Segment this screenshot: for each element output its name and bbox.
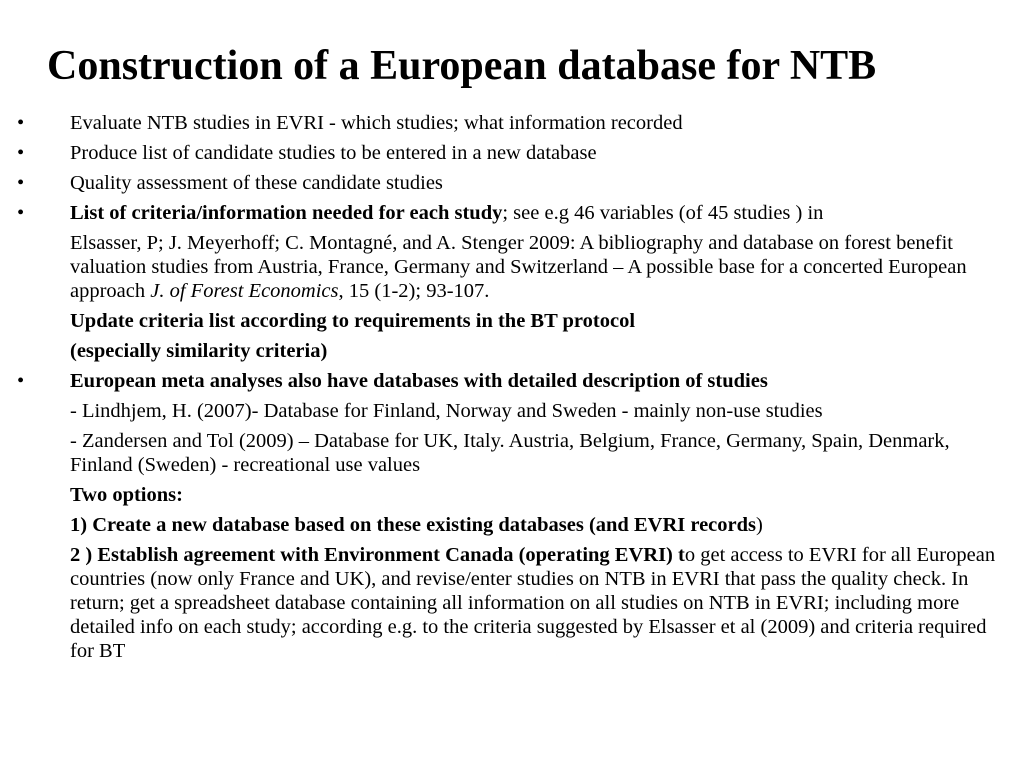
line-bold-text: List of criteria/information needed for each study	[70, 202, 503, 224]
indented-line	[0, 339, 1014, 363]
bullet-line	[0, 171, 1014, 195]
line-text: o get access to EVRI for all European countries (now only France and UK), and revise/enter studies on NTB in EVRI that pass the quality check. In return; get a spreadsheet database containing all information on all studies on NTB in EVRI; including more detailed info on each study; according e.g. to the criteria suggested by Elsasser et al (2009) and criteria required for BT	[70, 544, 996, 662]
reference-text: Elsasser, P; J. Meyerhoff; C. Montagné, and A. Stenger 2009: A bibliography and database on forest benefit valuation studies from Austria, France, Germany and Switzerland – A possible base for a concerted European approach	[70, 232, 967, 302]
indented-line	[0, 309, 1014, 333]
line-text: ; see e.g 46 variables (of 45 studies ) in	[502, 202, 824, 224]
bullet-line	[0, 141, 1014, 165]
bullet-marker: •	[17, 370, 25, 392]
bullet-marker: •	[17, 112, 25, 134]
bullet-marker: •	[17, 202, 25, 224]
bullet-marker: •	[17, 172, 25, 194]
indented-line	[0, 483, 1014, 507]
line-bold-text: (especially similarity criteria)	[70, 340, 328, 362]
line-text: Produce list of candidate studies to be entered in a new database	[70, 142, 597, 164]
bullet-marker: •	[17, 142, 25, 164]
slide-title: Construction of a European database for NTB	[47, 43, 877, 89]
line-text: Quality assessment of these candidate studies	[70, 172, 443, 194]
line-bold-text: Update criteria list according to requirements in the BT protocol	[70, 310, 636, 332]
line-bold-text: European meta analyses also have databases with detailed description of studies	[70, 370, 768, 392]
journal-name: J. of Forest Economics	[150, 280, 339, 302]
line-bold-text: 1) Create a new database based on these existing databases (and EVRI records	[70, 514, 756, 536]
indented-line	[0, 429, 1014, 477]
reference-line	[0, 231, 1014, 303]
option-line	[0, 543, 1014, 663]
line-text: - Lindhjem, H. (2007)- Database for Finland, Norway and Sweden - mainly non-use studies	[70, 400, 823, 422]
line-text: Evaluate NTB studies in EVRI - which studies; what information recorded	[70, 112, 683, 134]
bullet-line	[0, 369, 1014, 393]
reference-tail: , 15 (1-2); 93-107.	[338, 280, 490, 302]
line-bold-text: Two options:	[70, 484, 183, 506]
indented-line	[0, 399, 1014, 423]
line-bold-text: 2 ) Establish agreement with Environment Canada (operating EVRI) t	[70, 544, 685, 566]
line-text: - Zandersen and Tol (2009) – Database for UK, Italy. Austria, Belgium, France, Germany, Spain, Denmark, Finland (Sweden) - recreational use values	[70, 430, 950, 476]
line-text: )	[756, 514, 763, 536]
bullet-line	[0, 201, 1014, 225]
slide-body	[0, 111, 1024, 669]
option-line	[0, 513, 1014, 537]
bullet-line	[0, 111, 1014, 135]
